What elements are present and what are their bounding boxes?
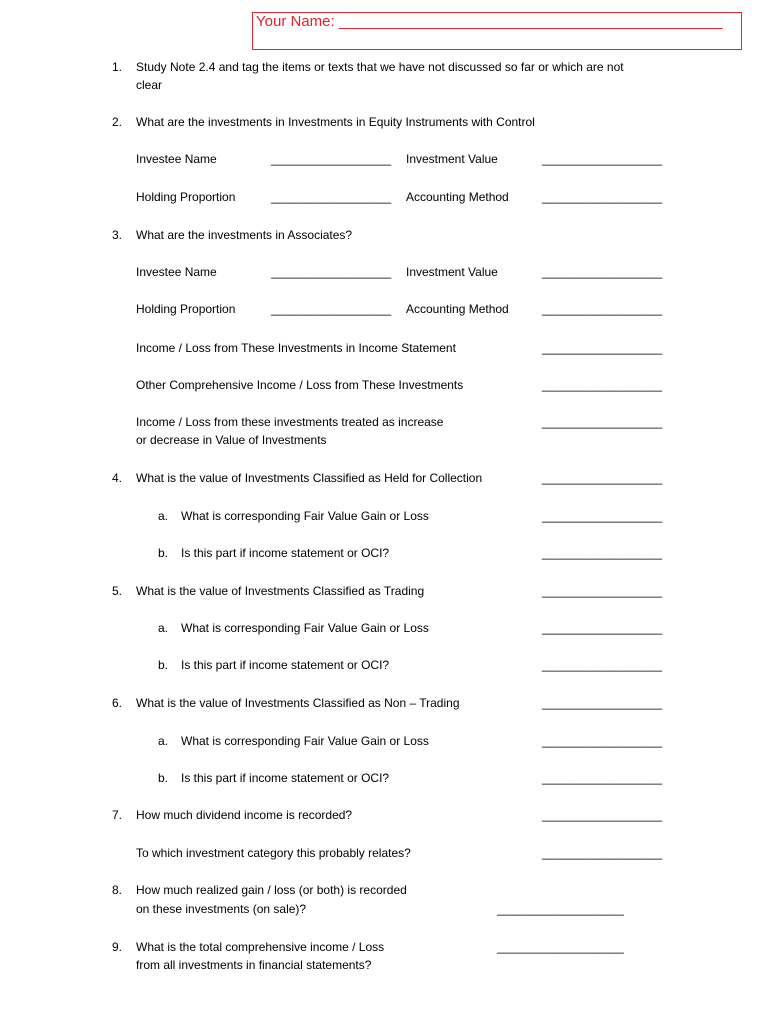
question-5: [0, 582, 768, 600]
field-label-holding-proportion: Holding Proportion: [136, 190, 236, 204]
answer-blank: __________________: [271, 152, 392, 166]
question-3-oci: [0, 376, 768, 394]
question-number: 8.: [112, 883, 123, 897]
sub-question-marker: b.: [158, 771, 169, 785]
question-text: What are the investments in Investments in Equity Instruments with Control: [136, 115, 535, 129]
question-1-line-1: [0, 58, 768, 76]
answer-blank: __________________: [542, 415, 663, 429]
question-text: from all investments in financial statements?: [136, 958, 372, 972]
answer-blank: __________________: [542, 265, 663, 279]
question-text: What is the value of Investments Classified as Held for Collection: [136, 471, 483, 485]
question-9-line-2: [0, 956, 768, 974]
question-3: [0, 226, 768, 244]
answer-blank: __________________: [542, 808, 663, 822]
answer-blank: ___________________: [497, 940, 624, 954]
question-9-line-1: [0, 938, 768, 956]
answer-blank: __________________: [271, 302, 392, 316]
answer-blank: __________________: [542, 378, 663, 392]
sub-question-text: Is this part if income statement or OCI?: [181, 546, 390, 560]
question-number: 1.: [112, 60, 123, 74]
sub-question-text: Is this part if income statement or OCI?: [181, 771, 390, 785]
field-label-holding-proportion: Holding Proportion: [136, 302, 236, 316]
question-text: What is the value of Investments Classified as Non – Trading: [136, 696, 460, 710]
question-text: How much dividend income is recorded?: [136, 808, 353, 822]
answer-blank: __________________: [542, 846, 663, 860]
question-text: What is the total comprehensive income / Loss: [136, 940, 385, 954]
question-1-line-2: [0, 76, 768, 94]
question-3-value-change-line-1: [0, 413, 768, 431]
question-8-line-1: [0, 881, 768, 899]
field-label-accounting-method: Accounting Method: [406, 190, 509, 204]
field-label: Other Comprehensive Income / Loss from These Investments: [136, 378, 464, 392]
sub-question-marker: b.: [158, 546, 169, 560]
question-number: 6.: [112, 696, 123, 710]
answer-blank: __________________: [542, 509, 663, 523]
question-text: clear: [136, 78, 163, 92]
field-label-investment-value: Investment Value: [406, 265, 498, 279]
sub-question-marker: a.: [158, 621, 169, 635]
name-line: [256, 13, 723, 30]
question-number: 2.: [112, 115, 123, 129]
answer-blank: __________________: [542, 771, 663, 785]
name-box: [252, 12, 742, 50]
question-number: 3.: [112, 228, 123, 242]
question-3-value-change-line-2: [0, 431, 768, 449]
answer-blank: __________________: [542, 341, 663, 355]
answer-blank: __________________: [542, 734, 663, 748]
question-6b: [0, 769, 768, 787]
answer-blank: __________________: [542, 696, 663, 710]
field-label: Income / Loss from these investments treated as increase: [136, 415, 444, 429]
answer-blank: __________________: [542, 546, 663, 560]
sub-question-marker: a.: [158, 509, 169, 523]
name-blank: ______________________________________________: [338, 13, 723, 30]
answer-blank: __________________: [542, 584, 663, 598]
question-2: [0, 113, 768, 131]
question-6a: [0, 732, 768, 750]
sub-question-text: What is corresponding Fair Value Gain or Loss: [181, 509, 429, 523]
field-label: Income / Loss from These Investments in Income Statement: [136, 341, 456, 355]
question-text: To which investment category this probably relates?: [136, 846, 411, 860]
question-4a: [0, 507, 768, 525]
answer-blank: __________________: [542, 621, 663, 635]
answer-blank: __________________: [542, 302, 663, 316]
question-5a: [0, 619, 768, 637]
question-6: [0, 694, 768, 712]
answer-blank: __________________: [271, 265, 392, 279]
question-number: 4.: [112, 471, 123, 485]
question-3-row-2: [0, 300, 768, 318]
sub-question-marker: b.: [158, 658, 169, 672]
question-number: 7.: [112, 808, 123, 822]
sub-question-text: What is corresponding Fair Value Gain or Loss: [181, 621, 429, 635]
question-number: 9.: [112, 940, 123, 954]
question-text: on these investments (on sale)?: [136, 902, 307, 916]
question-text: What is the value of Investments Classified as Trading: [136, 584, 425, 598]
question-2-row-2: [0, 188, 768, 206]
question-4b: [0, 544, 768, 562]
question-text: Study Note 2.4 and tag the items or texts that we have not discussed so far or which are not: [136, 60, 624, 74]
answer-blank: __________________: [542, 152, 663, 166]
question-text: How much realized gain / loss (or both) is recorded: [136, 883, 407, 897]
question-2-row-1: [0, 150, 768, 168]
question-5b: [0, 656, 768, 674]
answer-blank: __________________: [542, 658, 663, 672]
question-3-row-1: [0, 263, 768, 281]
question-8-line-2: [0, 900, 768, 918]
question-7: [0, 806, 768, 824]
field-label-accounting-method: Accounting Method: [406, 302, 509, 316]
answer-blank: ___________________: [497, 902, 624, 916]
field-label: or decrease in Value of Investments: [136, 433, 327, 447]
answer-blank: __________________: [271, 190, 392, 204]
question-7-followup: [0, 844, 768, 862]
sub-question-text: What is corresponding Fair Value Gain or Loss: [181, 734, 429, 748]
sub-question-text: Is this part if income statement or OCI?: [181, 658, 390, 672]
question-number: 5.: [112, 584, 123, 598]
answer-blank: __________________: [542, 190, 663, 204]
question-4: [0, 469, 768, 487]
field-label-investment-value: Investment Value: [406, 152, 498, 166]
field-label-investee-name: Investee Name: [136, 152, 217, 166]
answer-blank: __________________: [542, 471, 663, 485]
name-label: Your Name:: [256, 13, 335, 30]
sub-question-marker: a.: [158, 734, 169, 748]
question-text: What are the investments in Associates?: [136, 228, 353, 242]
field-label-investee-name: Investee Name: [136, 265, 217, 279]
question-3-income-statement: [0, 339, 768, 357]
